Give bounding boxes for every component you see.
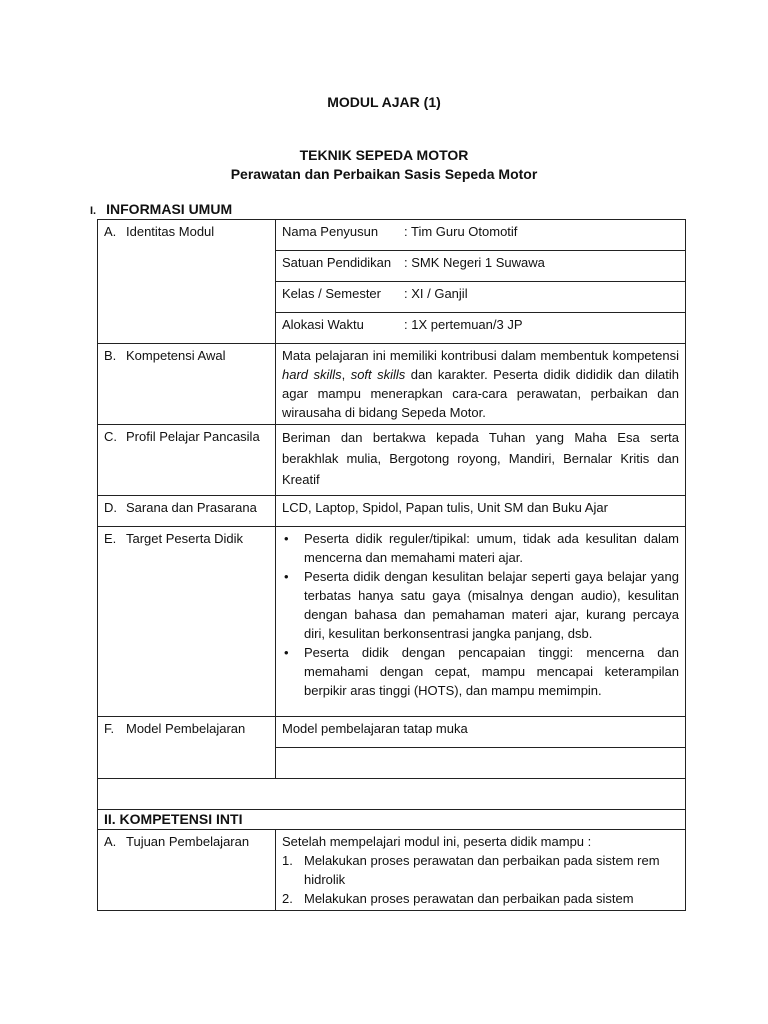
item-number: 1. <box>282 853 293 868</box>
row-label-target <box>98 527 276 717</box>
section-heading-kompetensi-inti: II. KOMPETENSI INTI <box>98 810 686 830</box>
list-item <box>282 889 679 908</box>
row-label: Model Pembelajaran <box>126 721 246 736</box>
row-label: Target Peserta Didik <box>126 531 244 546</box>
table-row <box>98 810 686 830</box>
row-label-profil <box>98 425 276 496</box>
empty-cell <box>276 748 686 779</box>
list-item <box>282 851 679 889</box>
identitas-key: Nama Penyusun <box>282 224 379 239</box>
section-number: I. <box>90 205 97 217</box>
row-letter: A. <box>104 834 117 849</box>
row-label-sarana <box>98 496 276 527</box>
list-item: • Peserta didik dengan kesulitan belajar seperti gaya belajar yang terbatas hanya satu gaya (misalnya dengan audio), kesulitan dengan bahasa dan pemahaman materi ajar, kurang percaya diri, kesulitan berkonsentrasi jangka panjang, dsb. <box>282 567 679 643</box>
row-letter: F. <box>104 721 115 736</box>
identitas-value: : XI / Ganjil <box>404 286 468 301</box>
table-row <box>98 830 686 911</box>
row-label-identitas <box>98 220 276 344</box>
row-letter: E. <box>104 531 117 546</box>
item-text: Melakukan proses perawatan dan perbaikan pada sistem rem hidrolik <box>304 853 660 887</box>
section-label: INFORMASI UMUM <box>106 201 233 217</box>
row-label-model <box>98 717 276 779</box>
table-row <box>98 779 686 810</box>
identitas-key: Satuan Pendidikan <box>282 255 392 270</box>
table-row <box>98 496 686 527</box>
table-row <box>98 527 686 717</box>
document-subheading: Perawatan dan Perbaikan Sasis Sepeda Motor <box>230 166 538 182</box>
table-row <box>98 220 686 251</box>
identitas-cell <box>276 313 686 344</box>
identitas-value: : Tim Guru Otomotif <box>404 224 518 239</box>
row-label: Profil Pelajar Pancasila <box>126 429 260 444</box>
row-label: Tujuan Pembelajaran <box>126 834 250 849</box>
text-run: Mata pelajaran ini memiliki kontribusi dalam membentuk kompetensi <box>282 348 679 363</box>
text-run: dan karakter. Peserta didik dididik dan dilatih agar mampu menerapkan cara-cara perawatan, perbaikan dan wirausaha di bidang Sepeda Motor. <box>282 367 679 420</box>
document-subtitle: TEKNIK SEPEDA MOTOR <box>299 147 469 163</box>
model-text: Model pembelajaran tatap muka <box>276 717 686 748</box>
identitas-value: : SMK Negeri 1 Suwawa <box>404 255 545 270</box>
row-letter: D. <box>104 500 117 515</box>
document-title: MODUL AJAR (1) <box>327 94 441 110</box>
sarana-text: LCD, Laptop, Spidol, Papan tulis, Unit SM dan Buku Ajar <box>276 496 686 527</box>
empty-row <box>98 779 686 810</box>
table-row <box>98 717 686 748</box>
italic-term: hard skills <box>282 367 342 382</box>
row-label-tujuan <box>98 830 276 911</box>
tujuan-intro: Setelah mempelajari modul ini, peserta didik mampu : <box>282 834 592 849</box>
row-label: Sarana dan Prasarana <box>126 500 257 515</box>
identitas-cell <box>276 282 686 313</box>
table-row <box>98 425 686 496</box>
kompetensi-awal-text <box>276 344 686 425</box>
tujuan-cell <box>276 830 686 911</box>
tujuan-list <box>282 851 679 908</box>
module-table <box>97 219 686 911</box>
target-list <box>282 529 679 700</box>
row-label: Kompetensi Awal <box>126 348 226 363</box>
identitas-value: : 1X pertemuan/3 JP <box>404 317 523 332</box>
row-label-kompetensi-awal <box>98 344 276 425</box>
table-row <box>98 344 686 425</box>
identitas-cell <box>276 220 686 251</box>
row-letter: A. <box>104 224 117 239</box>
item-number: 2. <box>282 891 293 906</box>
item-text: Melakukan proses perawatan dan perbaikan pada sistem <box>304 891 634 906</box>
profil-text: Beriman dan bertakwa kepada Tuhan yang Maha Esa serta berakhlak mulia, Bergotong royong, Mandiri, Bernalar Kritis dan Kreatif <box>276 425 686 496</box>
text-run: , <box>341 367 351 382</box>
identitas-key: Kelas / Semester <box>282 286 381 301</box>
identitas-cell <box>276 251 686 282</box>
italic-term: soft skills <box>350 367 406 382</box>
row-label: Identitas Modul <box>126 224 215 239</box>
list-item: • Peserta didik dengan pencapaian tinggi: mencerna dan memahami dengan cepat, mampu mencapai keterampilan berpikir aras tinggi (HOTS), dan mampu memimpin. <box>282 643 679 700</box>
section-heading-informasi-umum <box>90 201 232 217</box>
target-cell <box>276 527 686 717</box>
row-letter: C. <box>104 429 117 444</box>
identitas-key: Alokasi Waktu <box>282 317 364 332</box>
row-letter: B. <box>104 348 117 363</box>
list-item: • Peserta didik reguler/tipikal: umum, tidak ada kesulitan dalam mencerna dan memahami materi ajar. <box>282 529 679 567</box>
